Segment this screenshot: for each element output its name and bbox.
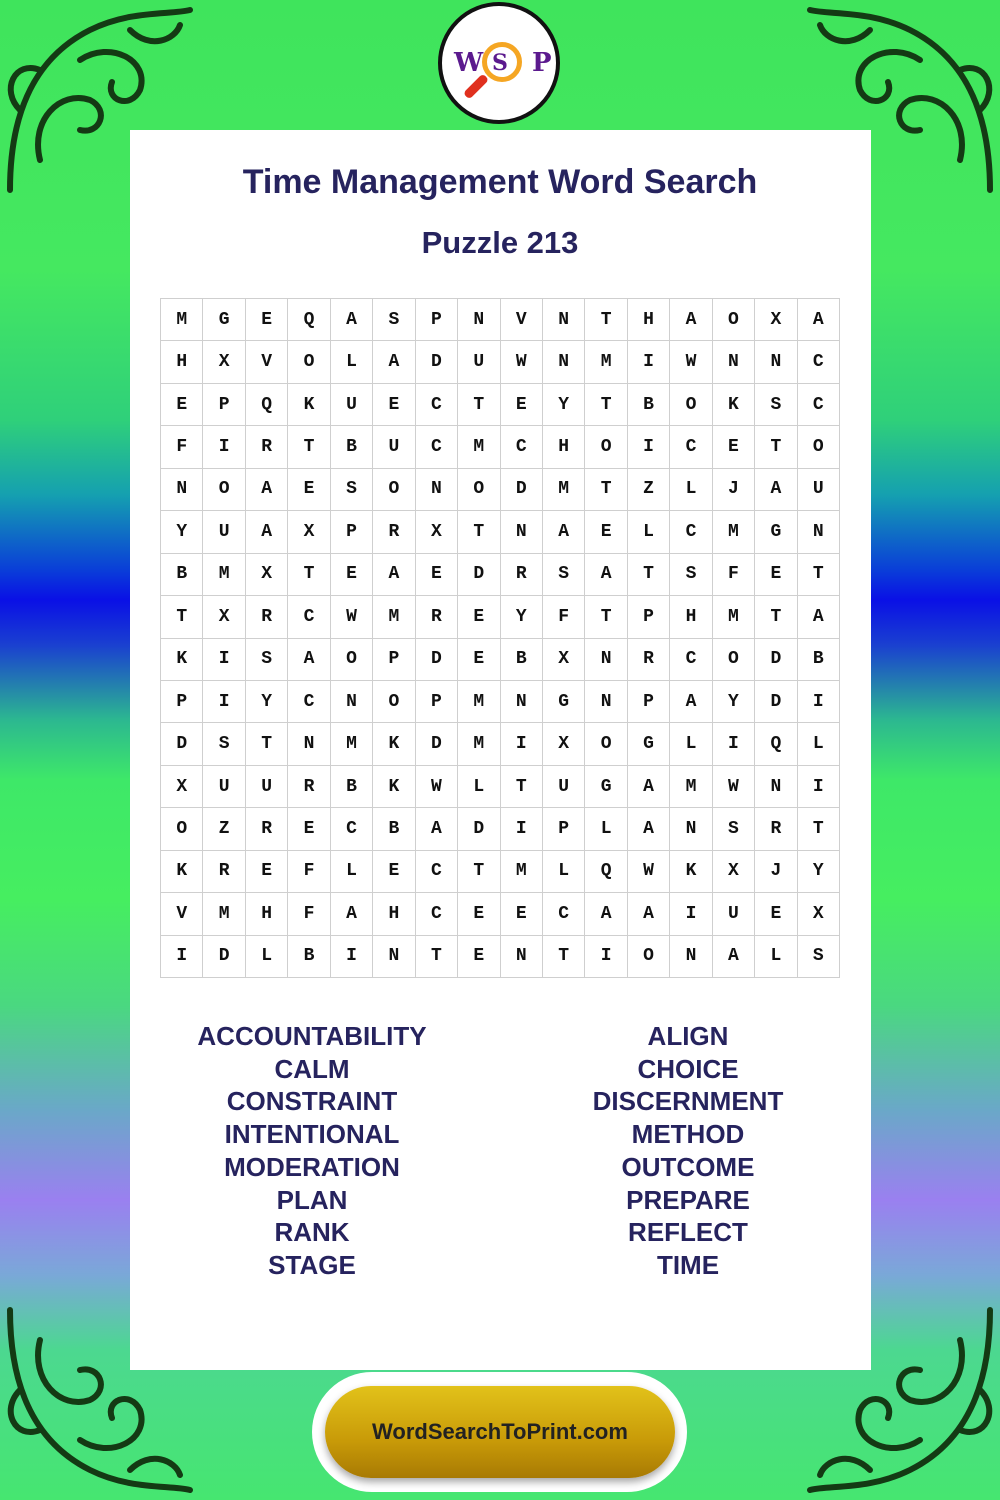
grid-cell[interactable]: N bbox=[798, 511, 840, 553]
grid-cell[interactable]: I bbox=[798, 766, 840, 808]
word-list-item: INTENTIONAL bbox=[224, 1119, 400, 1150]
grid-cell[interactable]: K bbox=[373, 723, 415, 765]
grid-cell[interactable]: C bbox=[416, 851, 458, 893]
grid-cell[interactable]: I bbox=[670, 893, 712, 935]
grid-cell[interactable]: I bbox=[585, 936, 627, 978]
grid-cell[interactable]: Z bbox=[628, 469, 670, 511]
grid-cell[interactable]: C bbox=[331, 808, 373, 850]
grid-cell[interactable]: U bbox=[203, 511, 245, 553]
grid-cell[interactable]: K bbox=[161, 639, 203, 681]
grid-cell[interactable]: E bbox=[331, 554, 373, 596]
grid-cell[interactable]: L bbox=[543, 851, 585, 893]
grid-cell[interactable]: T bbox=[585, 384, 627, 426]
grid-cell[interactable]: Q bbox=[288, 299, 330, 341]
grid-cell[interactable]: X bbox=[203, 341, 245, 383]
grid-cell[interactable]: E bbox=[458, 936, 500, 978]
grid-cell[interactable]: O bbox=[713, 639, 755, 681]
grid-cell[interactable]: M bbox=[585, 341, 627, 383]
grid-cell[interactable]: D bbox=[458, 808, 500, 850]
grid-cell[interactable]: O bbox=[288, 341, 330, 383]
grid-cell[interactable]: W bbox=[713, 766, 755, 808]
word-list-item: OUTCOME bbox=[621, 1151, 755, 1182]
grid-cell[interactable]: A bbox=[670, 299, 712, 341]
grid-cell[interactable]: C bbox=[501, 426, 543, 468]
word-list-item: PLAN bbox=[276, 1184, 348, 1215]
logo-letter-p: P bbox=[532, 48, 552, 78]
grid-cell[interactable]: E bbox=[501, 384, 543, 426]
grid-cell[interactable]: B bbox=[373, 808, 415, 850]
word-list-item: TIME bbox=[656, 1249, 720, 1280]
grid-cell[interactable]: U bbox=[203, 766, 245, 808]
grid-cell[interactable]: U bbox=[798, 469, 840, 511]
grid-cell[interactable]: C bbox=[798, 341, 840, 383]
grid-cell[interactable]: A bbox=[331, 299, 373, 341]
word-list-left bbox=[152, 1020, 472, 1282]
grid-cell[interactable]: A bbox=[416, 808, 458, 850]
grid-cell[interactable]: D bbox=[501, 469, 543, 511]
logo-letter-s: S bbox=[492, 50, 508, 76]
grid-cell[interactable]: S bbox=[755, 384, 797, 426]
grid-cell[interactable]: C bbox=[288, 681, 330, 723]
grid-cell[interactable]: P bbox=[373, 639, 415, 681]
grid-cell[interactable]: U bbox=[713, 893, 755, 935]
grid-cell[interactable]: O bbox=[331, 639, 373, 681]
grid-cell[interactable]: C bbox=[798, 384, 840, 426]
grid-cell[interactable]: V bbox=[246, 341, 288, 383]
grid-cell[interactable]: N bbox=[458, 299, 500, 341]
grid-cell[interactable]: A bbox=[755, 469, 797, 511]
grid-cell[interactable]: N bbox=[543, 299, 585, 341]
grid-cell[interactable]: M bbox=[203, 554, 245, 596]
grid-cell[interactable]: K bbox=[713, 384, 755, 426]
grid-cell[interactable]: T bbox=[585, 299, 627, 341]
grid-cell[interactable]: M bbox=[203, 893, 245, 935]
grid-cell[interactable]: S bbox=[203, 723, 245, 765]
grid-cell[interactable]: T bbox=[458, 851, 500, 893]
grid-cell[interactable]: C bbox=[288, 596, 330, 638]
grid-cell[interactable]: G bbox=[203, 299, 245, 341]
grid-cell[interactable]: T bbox=[585, 469, 627, 511]
grid-cell[interactable]: Y bbox=[161, 511, 203, 553]
grid-cell[interactable]: O bbox=[798, 426, 840, 468]
grid-cell[interactable]: M bbox=[161, 299, 203, 341]
grid-cell[interactable]: T bbox=[458, 511, 500, 553]
grid-cell[interactable]: T bbox=[798, 808, 840, 850]
grid-cell[interactable]: Y bbox=[543, 384, 585, 426]
grid-cell[interactable]: N bbox=[585, 639, 627, 681]
grid-cell[interactable]: H bbox=[670, 596, 712, 638]
grid-cell[interactable]: P bbox=[628, 596, 670, 638]
grid-cell[interactable]: C bbox=[670, 426, 712, 468]
grid-cell[interactable]: F bbox=[161, 426, 203, 468]
grid-cell[interactable]: F bbox=[713, 554, 755, 596]
grid-cell[interactable]: R bbox=[373, 511, 415, 553]
grid-cell[interactable]: L bbox=[331, 341, 373, 383]
grid-cell[interactable]: R bbox=[501, 554, 543, 596]
grid-cell[interactable]: Y bbox=[246, 681, 288, 723]
grid-cell[interactable]: N bbox=[161, 469, 203, 511]
grid-cell[interactable]: R bbox=[246, 426, 288, 468]
grid-cell[interactable]: L bbox=[670, 469, 712, 511]
grid-cell[interactable]: C bbox=[416, 426, 458, 468]
grid-cell[interactable]: B bbox=[288, 936, 330, 978]
grid-cell[interactable]: U bbox=[543, 766, 585, 808]
grid-cell[interactable]: D bbox=[755, 639, 797, 681]
grid-cell[interactable]: S bbox=[543, 554, 585, 596]
grid-cell[interactable]: E bbox=[713, 426, 755, 468]
grid-cell[interactable]: H bbox=[628, 299, 670, 341]
word-list-item: ACCOUNTABILITY bbox=[197, 1021, 427, 1051]
grid-cell[interactable]: S bbox=[331, 469, 373, 511]
grid-cell[interactable]: O bbox=[628, 936, 670, 978]
grid-cell[interactable]: R bbox=[246, 596, 288, 638]
grid-cell[interactable]: E bbox=[288, 808, 330, 850]
grid-cell[interactable]: V bbox=[161, 893, 203, 935]
grid-cell[interactable]: T bbox=[501, 766, 543, 808]
grid-cell[interactable]: N bbox=[755, 341, 797, 383]
grid-cell[interactable]: T bbox=[161, 596, 203, 638]
grid-cell[interactable]: A bbox=[331, 893, 373, 935]
grid-cell[interactable]: A bbox=[798, 299, 840, 341]
logo-letter-w: W bbox=[454, 48, 484, 78]
grid-cell[interactable]: R bbox=[246, 808, 288, 850]
grid-cell[interactable]: A bbox=[670, 681, 712, 723]
grid-cell[interactable]: R bbox=[288, 766, 330, 808]
grid-cell[interactable]: N bbox=[501, 681, 543, 723]
grid-cell[interactable]: I bbox=[628, 341, 670, 383]
word-list-item: REFLECT bbox=[628, 1217, 748, 1248]
grid-cell[interactable]: M bbox=[331, 723, 373, 765]
grid-cell[interactable]: Y bbox=[501, 596, 543, 638]
grid-cell[interactable]: A bbox=[713, 936, 755, 978]
grid-cell[interactable]: A bbox=[628, 766, 670, 808]
grid-cell[interactable]: A bbox=[585, 893, 627, 935]
grid-cell[interactable]: A bbox=[373, 554, 415, 596]
grid-cell[interactable]: O bbox=[585, 723, 627, 765]
grid-cell[interactable]: E bbox=[458, 893, 500, 935]
grid-cell[interactable]: X bbox=[755, 299, 797, 341]
grid-cell[interactable]: B bbox=[798, 639, 840, 681]
grid-cell[interactable]: P bbox=[416, 681, 458, 723]
site-logo[interactable] bbox=[438, 2, 560, 124]
grid-cell[interactable]: L bbox=[331, 851, 373, 893]
grid-cell[interactable]: U bbox=[373, 426, 415, 468]
grid-cell[interactable]: X bbox=[543, 639, 585, 681]
grid-cell[interactable]: T bbox=[755, 426, 797, 468]
grid-cell[interactable]: S bbox=[713, 808, 755, 850]
grid-cell[interactable]: X bbox=[203, 596, 245, 638]
grid-cell[interactable]: Y bbox=[798, 851, 840, 893]
word-list-right bbox=[528, 1020, 848, 1282]
grid-cell[interactable]: R bbox=[755, 808, 797, 850]
grid-cell[interactable]: R bbox=[203, 851, 245, 893]
grid-cell[interactable]: X bbox=[543, 723, 585, 765]
grid-cell[interactable]: V bbox=[501, 299, 543, 341]
grid-cell[interactable]: K bbox=[288, 384, 330, 426]
letter-grid bbox=[160, 298, 840, 978]
grid-cell[interactable]: T bbox=[543, 936, 585, 978]
word-list-item: CONSTRAINT bbox=[226, 1086, 398, 1117]
grid-cell[interactable]: T bbox=[755, 596, 797, 638]
grid-cell[interactable]: D bbox=[416, 639, 458, 681]
page-title: Time Management Word Search bbox=[242, 163, 758, 201]
grid-cell[interactable]: D bbox=[416, 723, 458, 765]
grid-cell[interactable]: W bbox=[416, 766, 458, 808]
grid-cell[interactable]: X bbox=[416, 511, 458, 553]
grid-cell[interactable]: T bbox=[798, 554, 840, 596]
grid-cell[interactable]: E bbox=[458, 596, 500, 638]
grid-cell[interactable]: M bbox=[458, 426, 500, 468]
word-list-item: METHOD bbox=[631, 1119, 745, 1150]
grid-cell[interactable]: A bbox=[373, 341, 415, 383]
grid-cell[interactable]: E bbox=[246, 299, 288, 341]
grid-cell[interactable]: P bbox=[628, 681, 670, 723]
grid-cell[interactable]: I bbox=[203, 426, 245, 468]
grid-cell[interactable]: P bbox=[161, 681, 203, 723]
grid-cell[interactable]: I bbox=[203, 639, 245, 681]
grid-cell[interactable]: M bbox=[458, 681, 500, 723]
word-list-item: STAGE bbox=[268, 1249, 356, 1280]
grid-cell[interactable]: K bbox=[161, 851, 203, 893]
grid-cell[interactable]: C bbox=[670, 511, 712, 553]
grid-cell[interactable]: C bbox=[543, 893, 585, 935]
word-list-item: DISCERNMENT bbox=[592, 1086, 784, 1117]
word-list-item: MODERATION bbox=[224, 1151, 400, 1182]
grid-cell[interactable]: C bbox=[416, 893, 458, 935]
grid-cell[interactable]: X bbox=[798, 893, 840, 935]
grid-cell[interactable]: E bbox=[458, 639, 500, 681]
grid-cell[interactable]: N bbox=[331, 681, 373, 723]
grid-cell[interactable]: W bbox=[331, 596, 373, 638]
grid-cell[interactable]: Z bbox=[203, 808, 245, 850]
grid-cell[interactable]: I bbox=[713, 723, 755, 765]
grid-cell[interactable]: L bbox=[246, 936, 288, 978]
grid-cell[interactable]: M bbox=[543, 469, 585, 511]
grid-cell[interactable]: P bbox=[543, 808, 585, 850]
grid-cell[interactable]: N bbox=[416, 469, 458, 511]
grid-cell[interactable]: W bbox=[628, 851, 670, 893]
grid-cell[interactable]: E bbox=[501, 893, 543, 935]
grid-cell[interactable]: I bbox=[501, 808, 543, 850]
grid-cell[interactable]: E bbox=[161, 384, 203, 426]
word-list-item: PREPARE bbox=[626, 1184, 750, 1215]
grid-cell[interactable]: I bbox=[628, 426, 670, 468]
grid-cell[interactable]: O bbox=[585, 426, 627, 468]
grid-cell[interactable]: D bbox=[458, 554, 500, 596]
grid-cell[interactable]: Y bbox=[713, 681, 755, 723]
grid-cell[interactable]: Q bbox=[246, 384, 288, 426]
grid-cell[interactable]: T bbox=[628, 554, 670, 596]
grid-cell[interactable]: J bbox=[755, 851, 797, 893]
grid-cell[interactable]: N bbox=[670, 936, 712, 978]
grid-cell[interactable]: D bbox=[755, 681, 797, 723]
grid-cell[interactable]: M bbox=[713, 511, 755, 553]
grid-cell[interactable]: N bbox=[755, 766, 797, 808]
grid-cell[interactable]: X bbox=[288, 511, 330, 553]
grid-cell[interactable]: W bbox=[501, 341, 543, 383]
grid-cell[interactable]: M bbox=[458, 723, 500, 765]
grid-cell[interactable]: A bbox=[628, 808, 670, 850]
grid-cell[interactable]: U bbox=[246, 766, 288, 808]
grid-cell[interactable]: C bbox=[670, 639, 712, 681]
grid-cell[interactable]: F bbox=[543, 596, 585, 638]
grid-cell[interactable]: T bbox=[288, 426, 330, 468]
grid-cell[interactable]: G bbox=[628, 723, 670, 765]
grid-cell[interactable]: X bbox=[161, 766, 203, 808]
grid-cell[interactable]: F bbox=[288, 851, 330, 893]
grid-cell[interactable]: N bbox=[670, 808, 712, 850]
grid-cell[interactable]: L bbox=[798, 723, 840, 765]
grid-cell[interactable]: B bbox=[331, 426, 373, 468]
puzzle-number: Puzzle 213 bbox=[421, 225, 579, 260]
grid-cell[interactable]: O bbox=[458, 469, 500, 511]
grid-cell[interactable]: A bbox=[246, 511, 288, 553]
grid-cell[interactable]: E bbox=[373, 384, 415, 426]
grid-cell[interactable]: N bbox=[373, 936, 415, 978]
word-list-item: ALIGN bbox=[647, 1021, 729, 1051]
grid-cell[interactable]: S bbox=[373, 299, 415, 341]
grid-cell[interactable]: S bbox=[798, 936, 840, 978]
word-list-item: CHOICE bbox=[637, 1053, 739, 1084]
grid-cell[interactable]: F bbox=[288, 893, 330, 935]
grid-cell[interactable]: B bbox=[161, 554, 203, 596]
grid-cell[interactable]: M bbox=[713, 596, 755, 638]
grid-cell[interactable]: G bbox=[755, 511, 797, 553]
grid-cell[interactable]: M bbox=[670, 766, 712, 808]
grid-cell[interactable]: A bbox=[246, 469, 288, 511]
grid-cell[interactable]: R bbox=[416, 596, 458, 638]
word-list-item: CALM bbox=[274, 1053, 350, 1084]
grid-cell[interactable]: X bbox=[713, 851, 755, 893]
grid-cell[interactable]: A bbox=[585, 554, 627, 596]
grid-cell[interactable]: P bbox=[416, 299, 458, 341]
grid-cell[interactable]: B bbox=[501, 639, 543, 681]
grid-cell[interactable]: N bbox=[501, 511, 543, 553]
grid-cell[interactable]: T bbox=[416, 936, 458, 978]
grid-cell[interactable]: B bbox=[331, 766, 373, 808]
grid-cell[interactable]: O bbox=[670, 384, 712, 426]
grid-cell[interactable]: L bbox=[755, 936, 797, 978]
grid-cell[interactable]: L bbox=[585, 808, 627, 850]
grid-cell[interactable]: E bbox=[416, 554, 458, 596]
grid-cell[interactable]: X bbox=[246, 554, 288, 596]
grid-cell[interactable]: T bbox=[458, 384, 500, 426]
grid-cell[interactable]: N bbox=[501, 936, 543, 978]
grid-cell[interactable]: K bbox=[670, 851, 712, 893]
grid-cell[interactable]: P bbox=[331, 511, 373, 553]
grid-cell[interactable]: B bbox=[628, 384, 670, 426]
grid-cell[interactable]: D bbox=[203, 936, 245, 978]
grid-cell[interactable]: H bbox=[246, 893, 288, 935]
grid-cell[interactable]: N bbox=[543, 341, 585, 383]
grid-cell[interactable]: A bbox=[628, 893, 670, 935]
grid-cell[interactable]: T bbox=[288, 554, 330, 596]
grid-cell[interactable]: S bbox=[670, 554, 712, 596]
grid-cell[interactable]: U bbox=[458, 341, 500, 383]
grid-cell[interactable]: Q bbox=[755, 723, 797, 765]
grid-cell[interactable]: E bbox=[246, 851, 288, 893]
grid-cell[interactable]: M bbox=[501, 851, 543, 893]
website-link-button[interactable]: WordSearchToPrint.com bbox=[325, 1386, 675, 1478]
grid-cell[interactable]: L bbox=[670, 723, 712, 765]
grid-cell[interactable]: T bbox=[246, 723, 288, 765]
grid-cell[interactable]: E bbox=[755, 554, 797, 596]
grid-cell[interactable]: T bbox=[585, 596, 627, 638]
grid-cell[interactable]: I bbox=[161, 936, 203, 978]
grid-cell[interactable]: W bbox=[670, 341, 712, 383]
grid-cell[interactable]: E bbox=[373, 851, 415, 893]
grid-cell[interactable]: A bbox=[288, 639, 330, 681]
grid-cell[interactable]: O bbox=[373, 469, 415, 511]
grid-cell[interactable]: O bbox=[203, 469, 245, 511]
grid-cell[interactable]: H bbox=[543, 426, 585, 468]
grid-cell[interactable]: I bbox=[501, 723, 543, 765]
grid-cell[interactable]: O bbox=[161, 808, 203, 850]
grid-cell[interactable]: Q bbox=[585, 851, 627, 893]
grid-cell[interactable]: C bbox=[416, 384, 458, 426]
grid-cell[interactable]: P bbox=[203, 384, 245, 426]
grid-cell[interactable]: N bbox=[288, 723, 330, 765]
grid-cell[interactable]: N bbox=[713, 341, 755, 383]
grid-cell[interactable]: U bbox=[331, 384, 373, 426]
grid-cell[interactable]: E bbox=[585, 511, 627, 553]
grid-cell[interactable]: O bbox=[713, 299, 755, 341]
grid-cell[interactable]: G bbox=[585, 766, 627, 808]
grid-cell[interactable]: J bbox=[713, 469, 755, 511]
grid-cell[interactable]: I bbox=[331, 936, 373, 978]
grid-cell[interactable]: M bbox=[373, 596, 415, 638]
grid-cell[interactable]: H bbox=[373, 893, 415, 935]
grid-cell[interactable]: L bbox=[458, 766, 500, 808]
grid-cell[interactable]: A bbox=[543, 511, 585, 553]
grid-cell[interactable]: D bbox=[416, 341, 458, 383]
grid-cell[interactable]: L bbox=[628, 511, 670, 553]
grid-cell[interactable]: A bbox=[798, 596, 840, 638]
grid-cell[interactable]: I bbox=[798, 681, 840, 723]
grid-cell[interactable]: D bbox=[161, 723, 203, 765]
grid-cell[interactable]: I bbox=[203, 681, 245, 723]
grid-cell[interactable]: H bbox=[161, 341, 203, 383]
grid-cell[interactable]: G bbox=[543, 681, 585, 723]
grid-cell[interactable]: E bbox=[288, 469, 330, 511]
grid-cell[interactable]: K bbox=[373, 766, 415, 808]
grid-cell[interactable]: R bbox=[628, 639, 670, 681]
word-list-item: RANK bbox=[274, 1217, 350, 1248]
grid-cell[interactable]: E bbox=[755, 893, 797, 935]
grid-cell[interactable]: N bbox=[585, 681, 627, 723]
grid-cell[interactable]: O bbox=[373, 681, 415, 723]
grid-cell[interactable]: S bbox=[246, 639, 288, 681]
